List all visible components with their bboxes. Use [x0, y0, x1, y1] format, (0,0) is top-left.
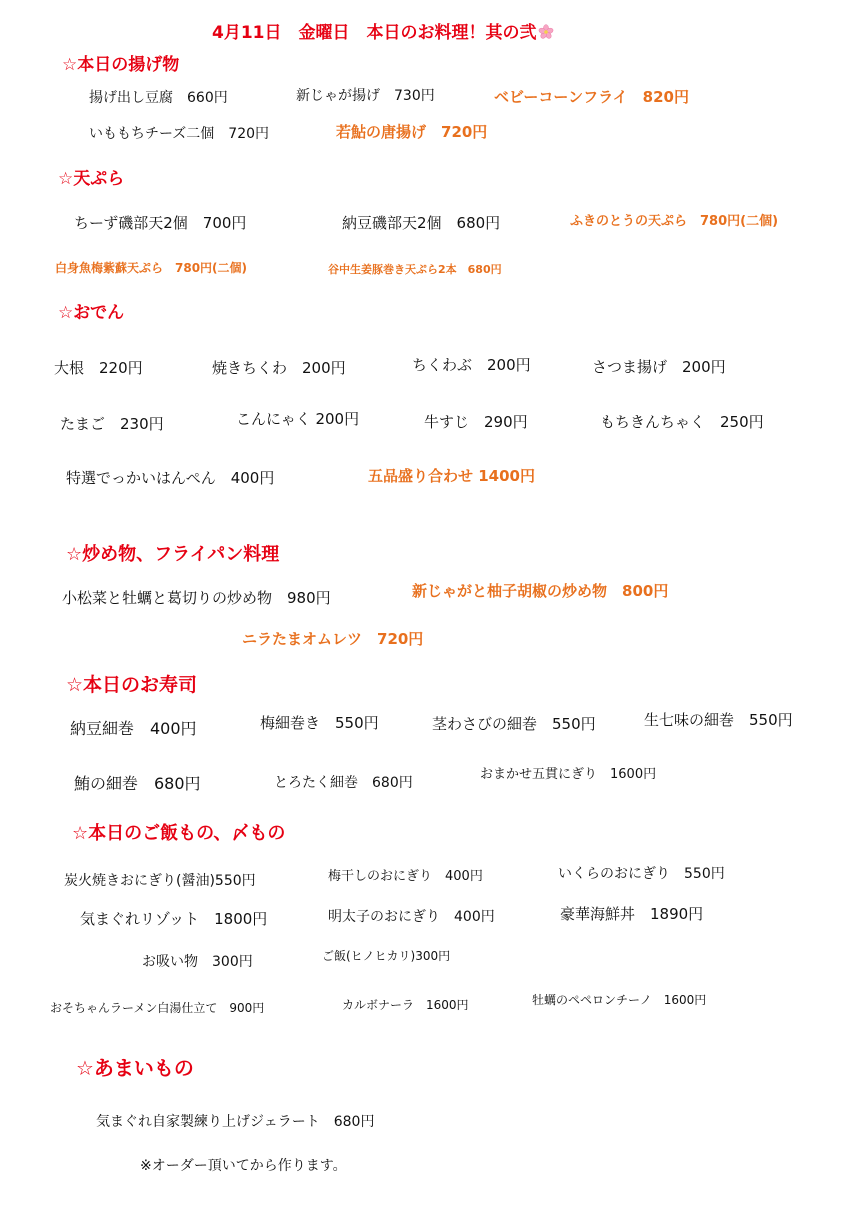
section-heading-amaimono: ☆あまいもの — [76, 1056, 194, 1080]
menu-item: 大根 220円 — [54, 359, 143, 377]
section-heading-oden: ☆おでん — [58, 303, 125, 323]
menu-item: ちーず磯部天2個 700円 — [74, 214, 247, 232]
menu-item: 牡蠣のペペロンチーノ 1600円 — [532, 993, 707, 1007]
menu-item: 揚げ出し豆腐 660円 — [89, 90, 228, 106]
menu-item: 茎わさびの細巻 550円 — [432, 715, 596, 733]
menu-item: 納豆磯部天2個 680円 — [342, 214, 501, 232]
menu-item: 梅細巻き 550円 — [260, 714, 379, 732]
menu-item: 梅干しのおにぎり 400円 — [328, 869, 483, 884]
menu-item: 焼きちくわ 200円 — [212, 359, 346, 377]
menu-item-highlight: ベビーコーンフライ 820円 — [494, 88, 689, 106]
menu-item-highlight: 白身魚梅紫蘇天ぷら 780円(二個) — [55, 261, 248, 275]
page-title-text: 4月11日 金曜日 本日のお料理！其の弐 — [212, 23, 537, 43]
menu-item-highlight: ニラたまオムレツ 720円 — [242, 630, 424, 648]
menu-item: さつま揚げ 200円 — [592, 358, 726, 376]
menu-item-highlight: 若鮎の唐揚げ 720円 — [336, 123, 488, 141]
menu-item: いももちチーズ二個 720円 — [89, 126, 270, 142]
menu-item: 生七味の細巻 550円 — [644, 711, 793, 729]
menu-item: おそちゃんラーメン白湯仕立て 900円 — [50, 1001, 265, 1015]
menu-item: 牛すじ 290円 — [424, 413, 528, 431]
menu-item: 納豆細巻 400円 — [70, 719, 197, 738]
menu-item: ちくわぶ 200円 — [412, 356, 531, 374]
menu-item: 豪華海鮮丼 1890円 — [560, 905, 704, 923]
order-note: ※オーダー頂いてから作ります。 — [140, 1158, 347, 1174]
menu-item: 明太子のおにぎり 400円 — [328, 909, 495, 925]
menu-item: おまかせ五貫にぎり 1600円 — [480, 767, 657, 782]
section-heading-sushi: ☆本日のお寿司 — [66, 674, 198, 696]
menu-item: たまご 230円 — [60, 415, 164, 433]
menu-item: お吸い物 300円 — [142, 954, 253, 970]
menu-item: 新じゃが揚げ 730円 — [296, 88, 435, 104]
menu-item: もちきんちゃく 250円 — [600, 413, 764, 431]
menu-item: 特選でっかいはんぺん 400円 — [66, 469, 275, 487]
section-heading-tempura: ☆天ぷら — [58, 169, 125, 189]
menu-item: いくらのおにぎり 550円 — [558, 866, 725, 882]
menu-item: 炭火焼きおにぎり(醤油)550円 — [64, 873, 256, 889]
menu-item-highlight: 新じゃがと柚子胡椒の炒め物 800円 — [412, 582, 669, 600]
menu-item: ご飯(ヒノヒカリ)300円 — [322, 949, 451, 963]
menu-item-highlight: 五品盛り合わせ 1400円 — [368, 467, 535, 485]
menu-item-highlight: ふきのとうの天ぷら 780円(二個) — [570, 214, 779, 229]
menu-item: 小松菜と牡蠣と葛切りの炒め物 980円 — [62, 589, 331, 607]
menu-item: 気まぐれ自家製練り上げジェラート 680円 — [96, 1114, 375, 1130]
menu-item-highlight: 谷中生姜豚巻き天ぷら2本 680円 — [328, 263, 502, 276]
menu-item: こんにゃく 200円 — [236, 410, 360, 428]
section-heading-agemono: ☆本日の揚げ物 — [62, 55, 180, 75]
section-heading-itamemono: ☆炒め物、フライパン料理 — [66, 544, 280, 565]
section-heading-gohan: ☆本日のご飯もの、〆もの — [72, 823, 286, 844]
menu-item: 気まぐれリゾット 1800円 — [80, 910, 268, 928]
menu-item: カルボナーラ 1600円 — [342, 998, 469, 1012]
menu-item: 鮪の細巻 680円 — [74, 774, 201, 793]
menu-item: とろたく細巻 680円 — [274, 775, 413, 791]
cherry-blossom-icon — [538, 24, 554, 40]
page-title — [212, 24, 554, 42]
